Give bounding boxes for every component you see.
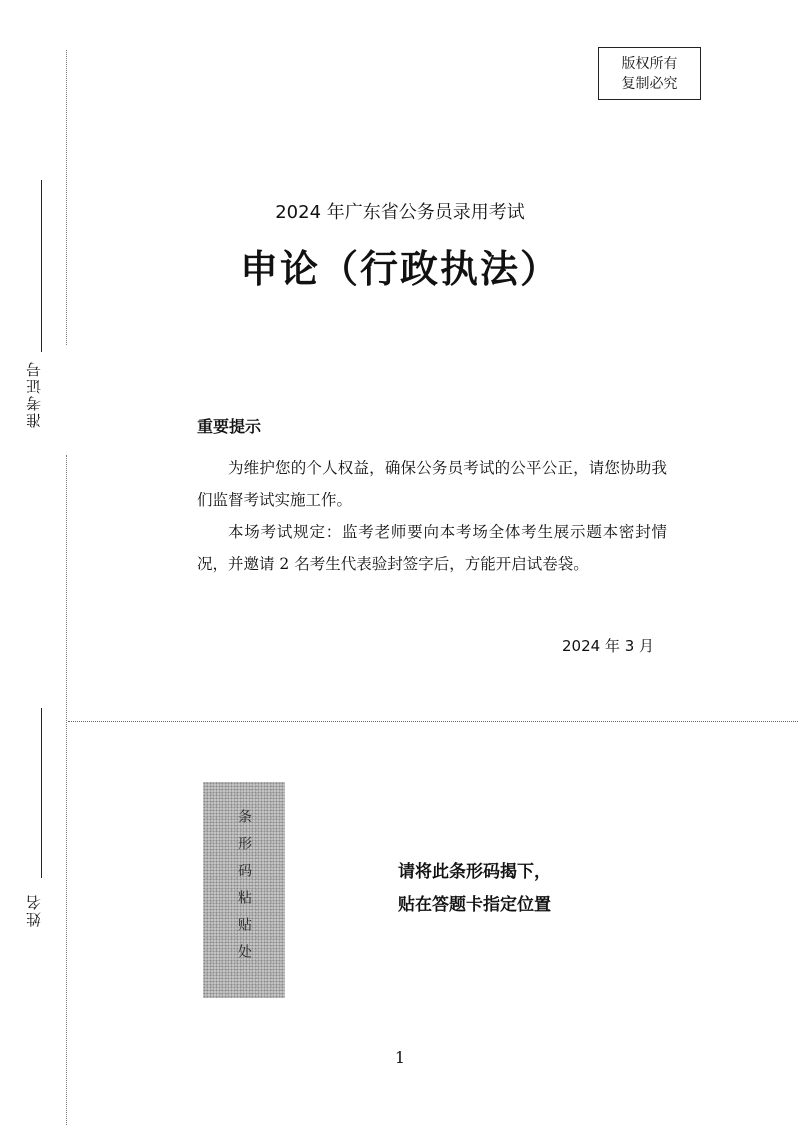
page-number: 1 xyxy=(394,1048,406,1067)
barcode-label: 条形码粘贴处 xyxy=(236,809,252,971)
copyright-box xyxy=(598,47,701,100)
copyright-line1: 版权所有 xyxy=(621,55,678,72)
cut-line xyxy=(68,721,798,722)
exam-id-label: 准考证号 xyxy=(25,360,43,428)
copyright-line2: 复制必究 xyxy=(621,75,678,92)
notice-date: 2024 年 3 月 xyxy=(562,637,655,655)
name-write-line xyxy=(41,708,42,878)
exam-subtitle: 2024 年广东省公务员录用考试 xyxy=(275,202,525,223)
notice-paragraph-2: 本场考试规定：监考老师要向本考场全体考生展示题本密封情况，并邀请 2 名考生代表验封签字后，方能开启试卷袋。 xyxy=(197,523,667,573)
notice-heading: 重要提示 xyxy=(197,417,262,436)
notice-paragraph-1: 为维护您的个人权益，确保公务员考试的公平公正，请您协助我们监督考试实施工作。 xyxy=(197,459,667,509)
margin-dotted-line-bottom xyxy=(66,455,67,1125)
barcode-instruction-line1: 请将此条形码揭下， xyxy=(398,862,551,882)
barcode-instruction-line2: 贴在答题卡指定位置 xyxy=(398,895,551,915)
exam-title: 申论（行政执法） xyxy=(239,247,560,291)
name-label: 姓名 xyxy=(25,893,43,927)
barcode-sticker-area xyxy=(203,782,285,998)
